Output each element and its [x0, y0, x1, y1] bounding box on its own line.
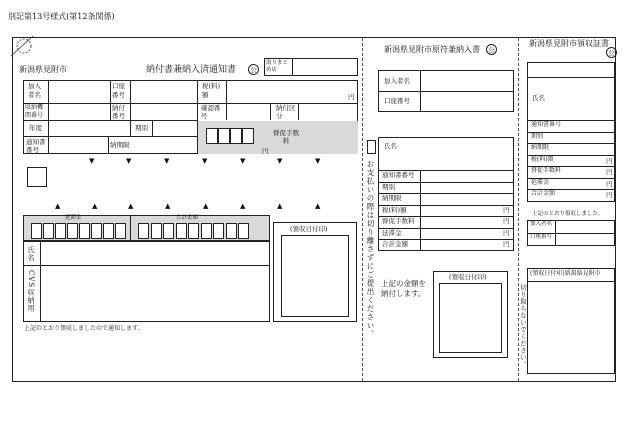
total-digit-cell: [213, 223, 224, 239]
original-row-label: 納期限: [382, 194, 402, 202]
original-title: 新潟県見附市原符兼納入書: [384, 45, 480, 54]
mark-box: [27, 167, 47, 187]
small-mark-box: [367, 140, 376, 154]
total-digit-cell: [151, 223, 162, 239]
account-no-label: 口座番号: [112, 82, 125, 99]
original-row-label: 延滞金: [382, 228, 402, 237]
total-digit-cell: [163, 223, 174, 239]
original-row-unit: 円: [503, 205, 510, 214]
amount-digit-cell: [67, 223, 78, 239]
receipt-cut-instruction: 切り取らないでください。: [519, 284, 527, 368]
receipt-received-note: 上記のとおり領収しました。: [532, 211, 604, 217]
due-date-label: 納期限: [110, 141, 130, 149]
original-payment-note: 上記の金額を納付します。: [381, 279, 426, 298]
tax-item-label: 税(料)額: [202, 82, 221, 99]
receipt-name-label: 氏名: [532, 94, 545, 102]
receipt-row-unit: 円: [606, 168, 613, 176]
original-row-label: 合計金額: [382, 240, 408, 248]
original-account-label: 口座番号: [384, 97, 410, 105]
receiving-agency-label: 収納機関番号: [25, 104, 44, 119]
original-row-unit: 円: [503, 240, 510, 248]
amount-digit-cell: [115, 223, 126, 239]
fiscal-year-label: 年度: [29, 124, 42, 132]
total-digit-cell: [188, 223, 199, 239]
receipt-account-label: 口座番号: [530, 234, 553, 240]
notice-footer-note: 上記のとおり領収しましたので通知します。: [24, 325, 144, 332]
notice-city: 新潟県見附市: [19, 65, 67, 74]
amount-digit-cell: [31, 223, 42, 239]
receipt-row-label: 通知書番号: [531, 121, 562, 128]
confirm-no-label: 確認番号: [201, 104, 221, 120]
total-digit-cell: [201, 223, 212, 239]
total-digit-cell: [138, 223, 149, 239]
receipt-title: 新潟県見附市領収証書: [529, 39, 609, 48]
original-row-label: 期別: [382, 182, 395, 191]
name-label: 氏名: [27, 246, 35, 262]
receipt-stamp-area: [527, 268, 615, 374]
original-stamp-box: [439, 283, 502, 353]
fee-yen-label: 円: [262, 147, 269, 155]
original-seal: 公: [486, 44, 497, 55]
original-row-label: 通知書番号: [382, 171, 415, 179]
amount-digit-cell: [79, 223, 90, 239]
collector-label: 取りまとめ店: [266, 60, 289, 73]
total-amount-label: 合計金額: [176, 215, 199, 221]
subscriber-name-label: 加入者名: [28, 82, 41, 99]
payment-no-label: 納付番号: [112, 104, 125, 120]
period-label: 期別: [135, 124, 148, 132]
cut-line-1: [362, 38, 363, 381]
fee-label: 督促手数料: [273, 129, 299, 145]
receipt-row-unit: 円: [606, 156, 613, 165]
notice-receipt-date-label: (領収日付印): [290, 225, 328, 233]
original-row-label: 督促手数料: [382, 217, 415, 225]
receipt-row-label: 税(料)額: [531, 155, 554, 163]
original-row-label: 税(料)額: [382, 205, 407, 214]
original-name-label: 氏名: [384, 142, 397, 150]
receipt-stamp-label: (領収日付印)新潟県見附市: [530, 270, 601, 277]
receipt-row-label: 延滞金: [531, 178, 550, 186]
name-area: [23, 241, 270, 322]
receipt-row-label: 期別: [531, 132, 544, 140]
original-row-line: [378, 182, 514, 183]
notice-stamp-box: [281, 235, 349, 317]
tax-yen-label: 円: [348, 93, 355, 101]
total-digit-cell: [226, 223, 237, 239]
receipt-row-label: 納期限: [531, 144, 550, 151]
original-cut-instruction: お支払いの際は切り離さずにご提出ください。: [366, 160, 375, 339]
amount-digit-cell: [91, 223, 102, 239]
receipt-row-unit: 円: [606, 191, 613, 199]
total-digit-cell: [176, 223, 187, 239]
receipt-row-label: 合計金額: [531, 190, 556, 197]
original-subscriber-label: 加入者名: [384, 77, 410, 85]
original-row-unit: 円: [503, 217, 510, 225]
original-receipt-date-label: (領収日付印): [449, 273, 487, 281]
receipt-subscriber-label: 加入者名: [530, 221, 553, 227]
amount-digit-cell: [43, 223, 54, 239]
corner-stamp-icon: [11, 36, 35, 58]
notice-title: 納付書兼納入済通知書: [146, 65, 237, 75]
notice-seal: 公: [248, 64, 259, 75]
cvs-label: CVS収納用: [27, 270, 35, 313]
receipt-row-label: 督促手数料: [531, 167, 562, 174]
receipt-row-unit: 円: [606, 179, 613, 188]
total-digit-cell: [238, 223, 249, 239]
receipt-seal: 公: [606, 47, 617, 58]
original-row-unit: 円: [503, 228, 510, 237]
late-fee-label: 延滞金: [65, 215, 82, 221]
amount-digit-cell: [103, 223, 114, 239]
notice-no-label: 通知書番号: [26, 138, 46, 154]
form-number: 別記第13号様式(第12条関係): [8, 12, 115, 21]
payment-category-label: 納付区分: [276, 104, 296, 120]
amount-digit-cell: [55, 223, 66, 239]
